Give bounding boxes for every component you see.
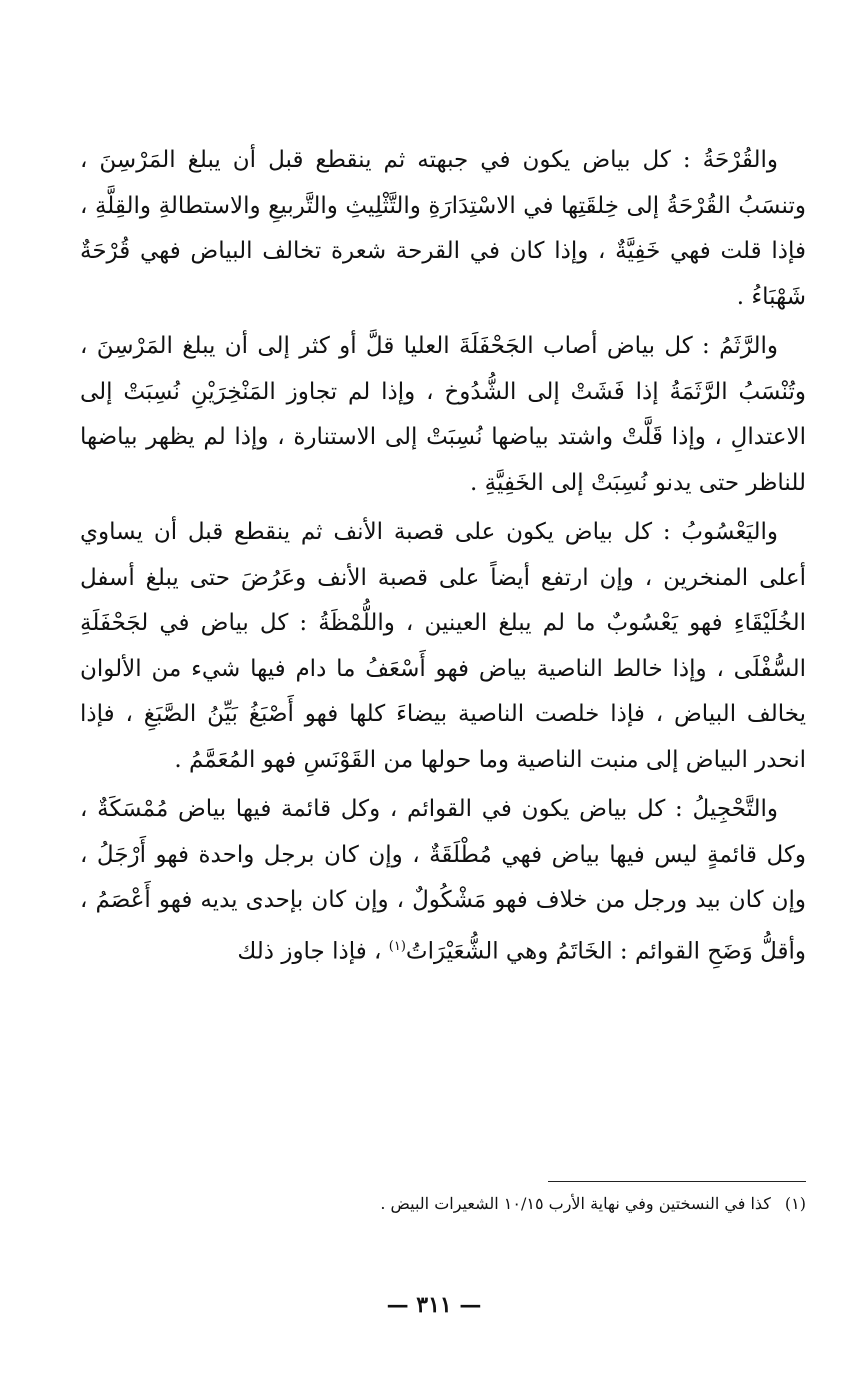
term-rathm: والرَّثَمُ — [719, 333, 778, 359]
term-yasub: واليَعْسُوبُ — [681, 519, 778, 545]
term-qurha: والقُرْحَةُ — [702, 147, 778, 173]
paragraph-tahjil-text: : كل بياض يكون في القوائم ، وكل قائمة فيها بياض مُمْسَكَةٌ ، وكل قائمةٍ ليس فيها بياض فهي مُطْلَقَةٌ ، وإن كان برجل واحدة فهو أَرْجَلُ ، وإن كان بيد ورجل من خلاف فهو مَشْكُولٌ ، وإن كان بإحدى يديه فهو أَعْصَمُ ، وأقلُّ وَضَحِ القوائم : الخَاتَمُ وهي الشُّعَيْرَاتُ — [80, 796, 806, 965]
footnote — [80, 1192, 806, 1216]
paragraph-tahjil-tail: ، فإذا جاوز ذلك — [237, 938, 389, 965]
page-number: — ٣١١ — — [386, 1292, 482, 1318]
footnote-marker: (١) — [784, 1194, 806, 1213]
paragraph-qurha-text: : كل بياض يكون في جبهته ثم ينقطع قبل أن يبلغ المَرْسِنَ ، وتنسَبُ القُرْحَةُ إلى خِلقَتِها في الاسْتِدَارَةِ والتَّثْلِيثِ والتَّربيعِ والاستطالةِ والقِلَّةِ ، فإذا قلت فهي خَفِيَّةٌ ، وإذا كان في القرحة شعرة تخالف البياض فهي قُرْحَةٌ شَهْبَاءُ . — [80, 147, 806, 310]
paragraph-qurha — [80, 138, 806, 320]
footnote-text: كذا في النسختين وفي نهاية الأرب ١٠/١٥ الشعيرات البيض . — [380, 1194, 771, 1213]
paragraph-tahjil — [80, 787, 806, 975]
footnote-reference[interactable]: (١) — [388, 938, 406, 954]
paragraph-yasub-text: : كل بياض يكون على قصبة الأنف ثم ينقطع قبل أن يساوي أعلى المنخرين ، وإن ارتفع أيضاً على قصبة الأنف وعَرُضَ حتى يبلغ أسفل الخُلَيْقَاءِ فهو يَعْسُوبٌ ما لم يبلغ العينين ، واللُّمْظَةُ : كل بياض في لجَحْفَلَةِ السُّفْلَى ، وإذا خالط الناصية بياض فهو أَسْعَفُ ما دام فيها شيء من الألوان يخالف البياض ، فإذا خلصت الناصية بيضاءَ كلها فهو أَصْبَغُ بَيِّنُ الصَّبَغِ ، فإذا انحدر البياض إلى منبت الناصية وما حولها من القَوْنَسِ فهو المُعَمَّمُ . — [80, 519, 806, 773]
paragraph-rathm — [80, 324, 806, 506]
paragraph-yasub — [80, 510, 806, 783]
main-text — [80, 138, 806, 975]
term-tahjil: والتَّحْجِيلُ — [692, 796, 778, 822]
footnote-divider — [548, 1181, 806, 1182]
paragraph-rathm-text: : كل بياض أصاب الجَحْفَلَةَ العليا قلَّ أو كثر إلى أن يبلغ المَرْسِنَ ، وتُنْسَبُ الرَّثَمَةُ إذا فَشَتْ إلى الشُّدُوخ ، وإذا لم تجاوز المَنْخِرَيْنِ نُسِبَتْ إلى الاعتدالِ ، وإذا قَلَّتْ واشتد بياضها نُسِبَتْ إلى الاستنارة ، وإذا لم يظهر بياضها للناظر حتى يدنو نُسِبَتْ إلى الخَفِيَّةِ . — [80, 333, 806, 496]
